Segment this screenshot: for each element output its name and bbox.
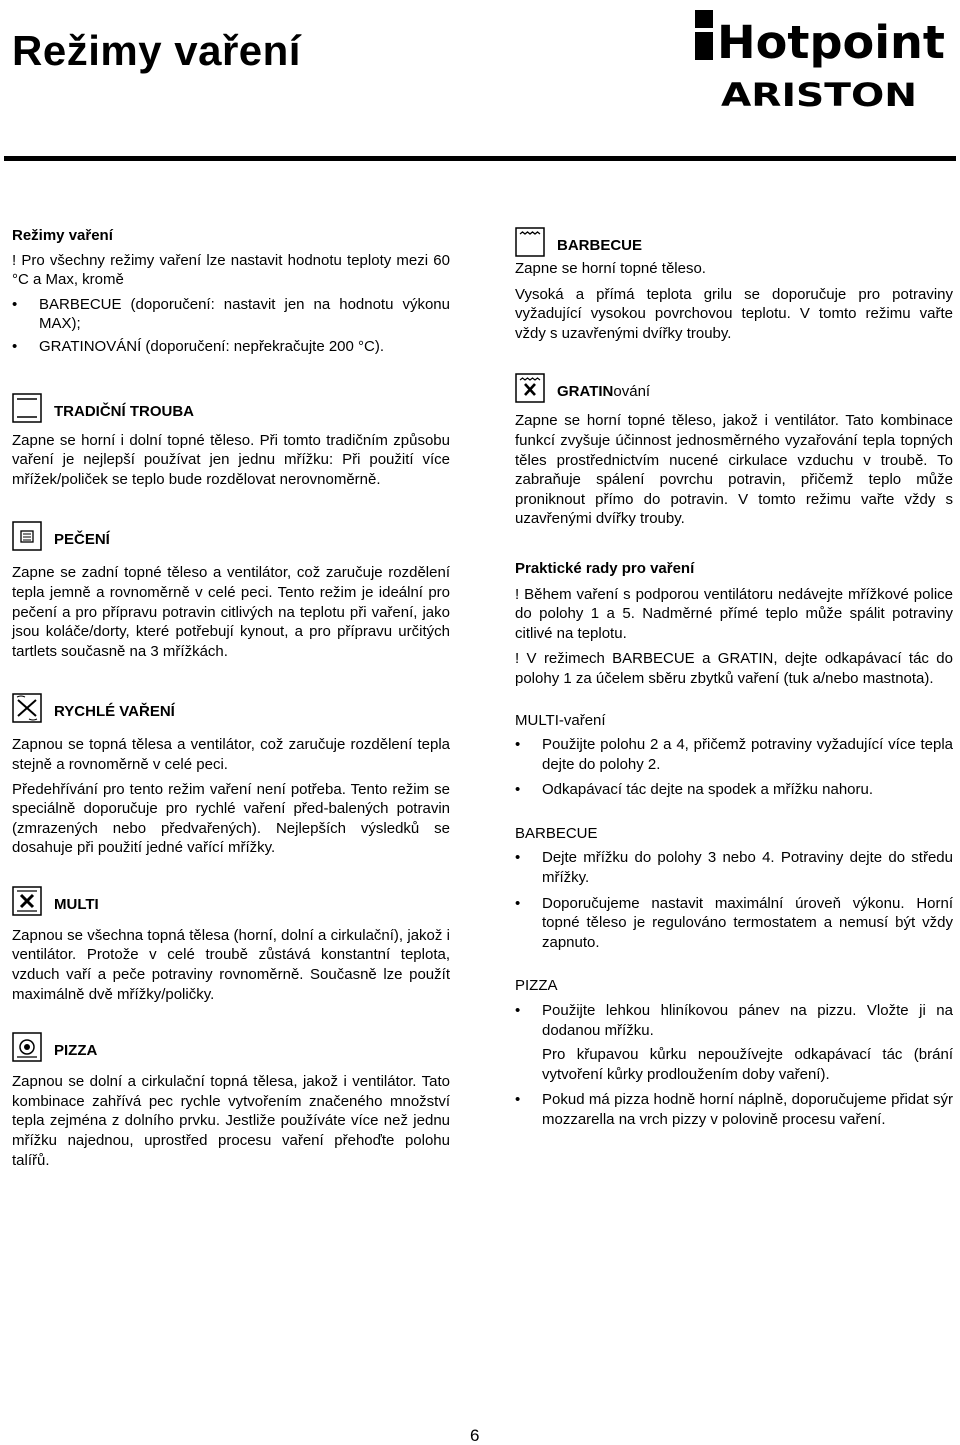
section-label: BARBECUE	[557, 237, 643, 254]
tips-note: ! Během vaření s podporou ventilátoru nedávejte mřížkové police do polohy 1 a 5. Nadměrné přímé teplo může spálit potraviny citlivé na teplotu.	[515, 585, 953, 642]
list-item: • Použijte polohu 2 a 4, přičemž potraviny vyžadující více tepla dejte do polohy 2.	[515, 735, 953, 774]
section-text: Zapne se zadní topné těleso a ventilátor, což zaručuje rozdělení tepla jemně a rovnoměrně v celé peci. Tento režim je ideální pro pečení a pro přípravu potravin citlivých na teplotu při vaření, jako jsou koláče/dorty, které potřebují kynout, a pro přípravu určitých tartlets současně na 3 mřížkách.	[12, 564, 450, 660]
bbq-tips-heading: BARBECUE	[515, 824, 598, 842]
section-label	[557, 383, 650, 403]
section-multi	[12, 886, 450, 1004]
section-text: Zapnou se všechna topná tělesa (horní, dolní a cirkulační), jakož i ventilátor. Protože v celé troubě zůstává konstantní teplota, vzduch vaří a peče potraviny rovnoměrně. Současně lze použít maximálně dvě mřížky/poličky.	[12, 926, 450, 1003]
baking-icon	[12, 521, 42, 551]
section-label: MULTI	[54, 895, 99, 913]
section-barbecue	[515, 227, 953, 343]
list-item: • Pokud má pizza hodně horní náplně, doporučujeme přidat sýr mozzarella na vrch pizzy v polovině procesu vaření.	[515, 1090, 953, 1129]
list-item: • GRATINOVÁNÍ (doporučení: nepřekračujte 200 °C).	[12, 337, 450, 357]
right-column	[515, 227, 953, 1130]
pizza-tips-list	[515, 1001, 953, 1130]
section-heading	[12, 521, 450, 551]
section-heading	[515, 373, 953, 403]
section-text: Vysoká a přímá teplota grilu se doporučuje pro potraviny vyžadující vysokou povrchovou teplotu. V tomto režimu vařte vždy s uzavřenými dvířky trouby.	[515, 285, 953, 342]
cooking-tips	[515, 559, 953, 1130]
list-item: • BARBECUE (doporučení: nastavit jen na hodnotu výkonu MAX);	[12, 295, 450, 334]
intro-text: ! Pro všechny režimy vaření lze nastavit hodnotu teploty mezi 60 °C a Max, kromě	[12, 251, 450, 289]
tips-note: ! V režimech BARBECUE a GRATIN, dejte odkapávací tác do polohy 1 za účelem sběru zbytků vaření (tuk a/nebo mastnota).	[515, 650, 953, 687]
section-rychle	[12, 693, 450, 858]
section-label: PIZZA	[54, 1042, 98, 1060]
list-item: • Dejte mřížku do polohy 3 nebo 4. Potraviny dejte do středu mřížky.	[515, 848, 953, 887]
section-tradicni	[12, 393, 450, 490]
section-heading	[12, 393, 450, 423]
list-item: • Doporučujeme nastavit maximální úroveň výkonu. Horní topné těleso je regulováno termostatem a nemusí být vždy zapnuto.	[515, 894, 953, 953]
brand-name-bottom: ARISTON	[721, 76, 917, 114]
pizza-tips-heading: PIZZA	[515, 977, 558, 995]
list-item: • Odkapávací tác dejte na spodek a mřížku nahoru.	[515, 780, 953, 800]
page-number: 6	[470, 1426, 480, 1445]
section-heading	[12, 693, 450, 723]
conventional-oven-icon	[12, 393, 42, 423]
header-divider	[4, 156, 956, 161]
hotpoint-ariston-logo	[693, 6, 955, 118]
section-peceni	[12, 521, 450, 661]
intro-section	[12, 226, 450, 357]
section-heading	[12, 1032, 450, 1062]
fast-cooking-icon	[12, 693, 42, 723]
page-title: Režimy vaření	[12, 27, 301, 74]
section-pizza	[12, 1032, 450, 1170]
list-item	[515, 1001, 953, 1084]
section-text: Zapnou se topná tělesa a ventilátor, což zaručuje rozdělení tepla stejně a rovnoměrně v celé peci.	[12, 736, 450, 773]
multi-tips-list	[515, 735, 953, 800]
multi-tips-heading: MULTI-vaření	[515, 711, 606, 729]
list-item-text: Použijte lehkou hliníkovou pánev na pizzu. Vložte ji na dodanou mřížku.	[542, 1002, 953, 1039]
section-text: Zapne se horní topné těleso, jakož i ventilátor. Tato kombinace funkcí zvyšuje účinnost jednosměrného vyzařování tepla topných těles prostřednictvím nucené cirkulace vzduchu v troubě. To zabraňuje spálení povrchu potravin, přičemž teplo může proniknout přímo do potravin. V tomto režimu vařte vždy s uzavřenými dvířky trouby.	[515, 412, 953, 528]
grill-icon	[515, 227, 545, 257]
section-label: TRADIČNÍ TROUBA	[54, 402, 194, 420]
list-item-continuation: Pro křupavou kůrku nepoužívejte odkapávací tác (brání vytvoření kůrky prodloužením doby vaření).	[542, 1046, 953, 1083]
pizza-icon	[12, 1032, 42, 1062]
left-column	[12, 226, 450, 1170]
section-label: PEČENÍ	[54, 531, 110, 549]
multi-icon	[12, 886, 42, 916]
section-heading	[515, 227, 953, 257]
section-text: Předehřívání pro tento režim vaření není potřeba. Tento režim se speciálně doporučuje pro rychlé vaření před-balených potravin (zmrazených nebo předvařených). Nejlepších výsledků se dosahuje při použití jedné vařící mřížky.	[12, 780, 450, 857]
section-label: RYCHLÉ VAŘENÍ	[54, 703, 175, 721]
section-text: Zapne se horní i dolní topné těleso. Při tomto tradičním způsobu vaření je nejlepší používat jen jednu mřížku: Při použití více mřížek/poliček se teplo bude rozdělovat nerovnoměrně.	[12, 431, 450, 488]
bbq-tips-list	[515, 848, 953, 952]
tips-heading: Praktické rady pro vaření	[515, 559, 695, 577]
section-heading	[12, 886, 450, 916]
brand-name-top: Hotpoint	[717, 16, 945, 69]
section-gratin	[515, 373, 953, 529]
gratin-icon	[515, 373, 545, 403]
brand-logo	[693, 6, 955, 118]
section-text: Zapne se horní topné těleso.	[515, 260, 706, 277]
section-text: Zapnou se dolní a cirkulační topná tělesa, jakož i ventilátor. Tato kombinace zahřívá pec rychle vytvořením značeného množství tepla zejména z dolního prvku. Jestliže používáte více než jednu mřížku najednou, uprostřed procesu vaření přehoďte polohu talířů.	[12, 1073, 450, 1169]
section-label-bold: GRATIN	[557, 383, 614, 401]
intro-heading: Režimy vaření	[12, 227, 113, 244]
intro-list	[12, 295, 450, 357]
section-label-rest: ování	[613, 383, 651, 401]
